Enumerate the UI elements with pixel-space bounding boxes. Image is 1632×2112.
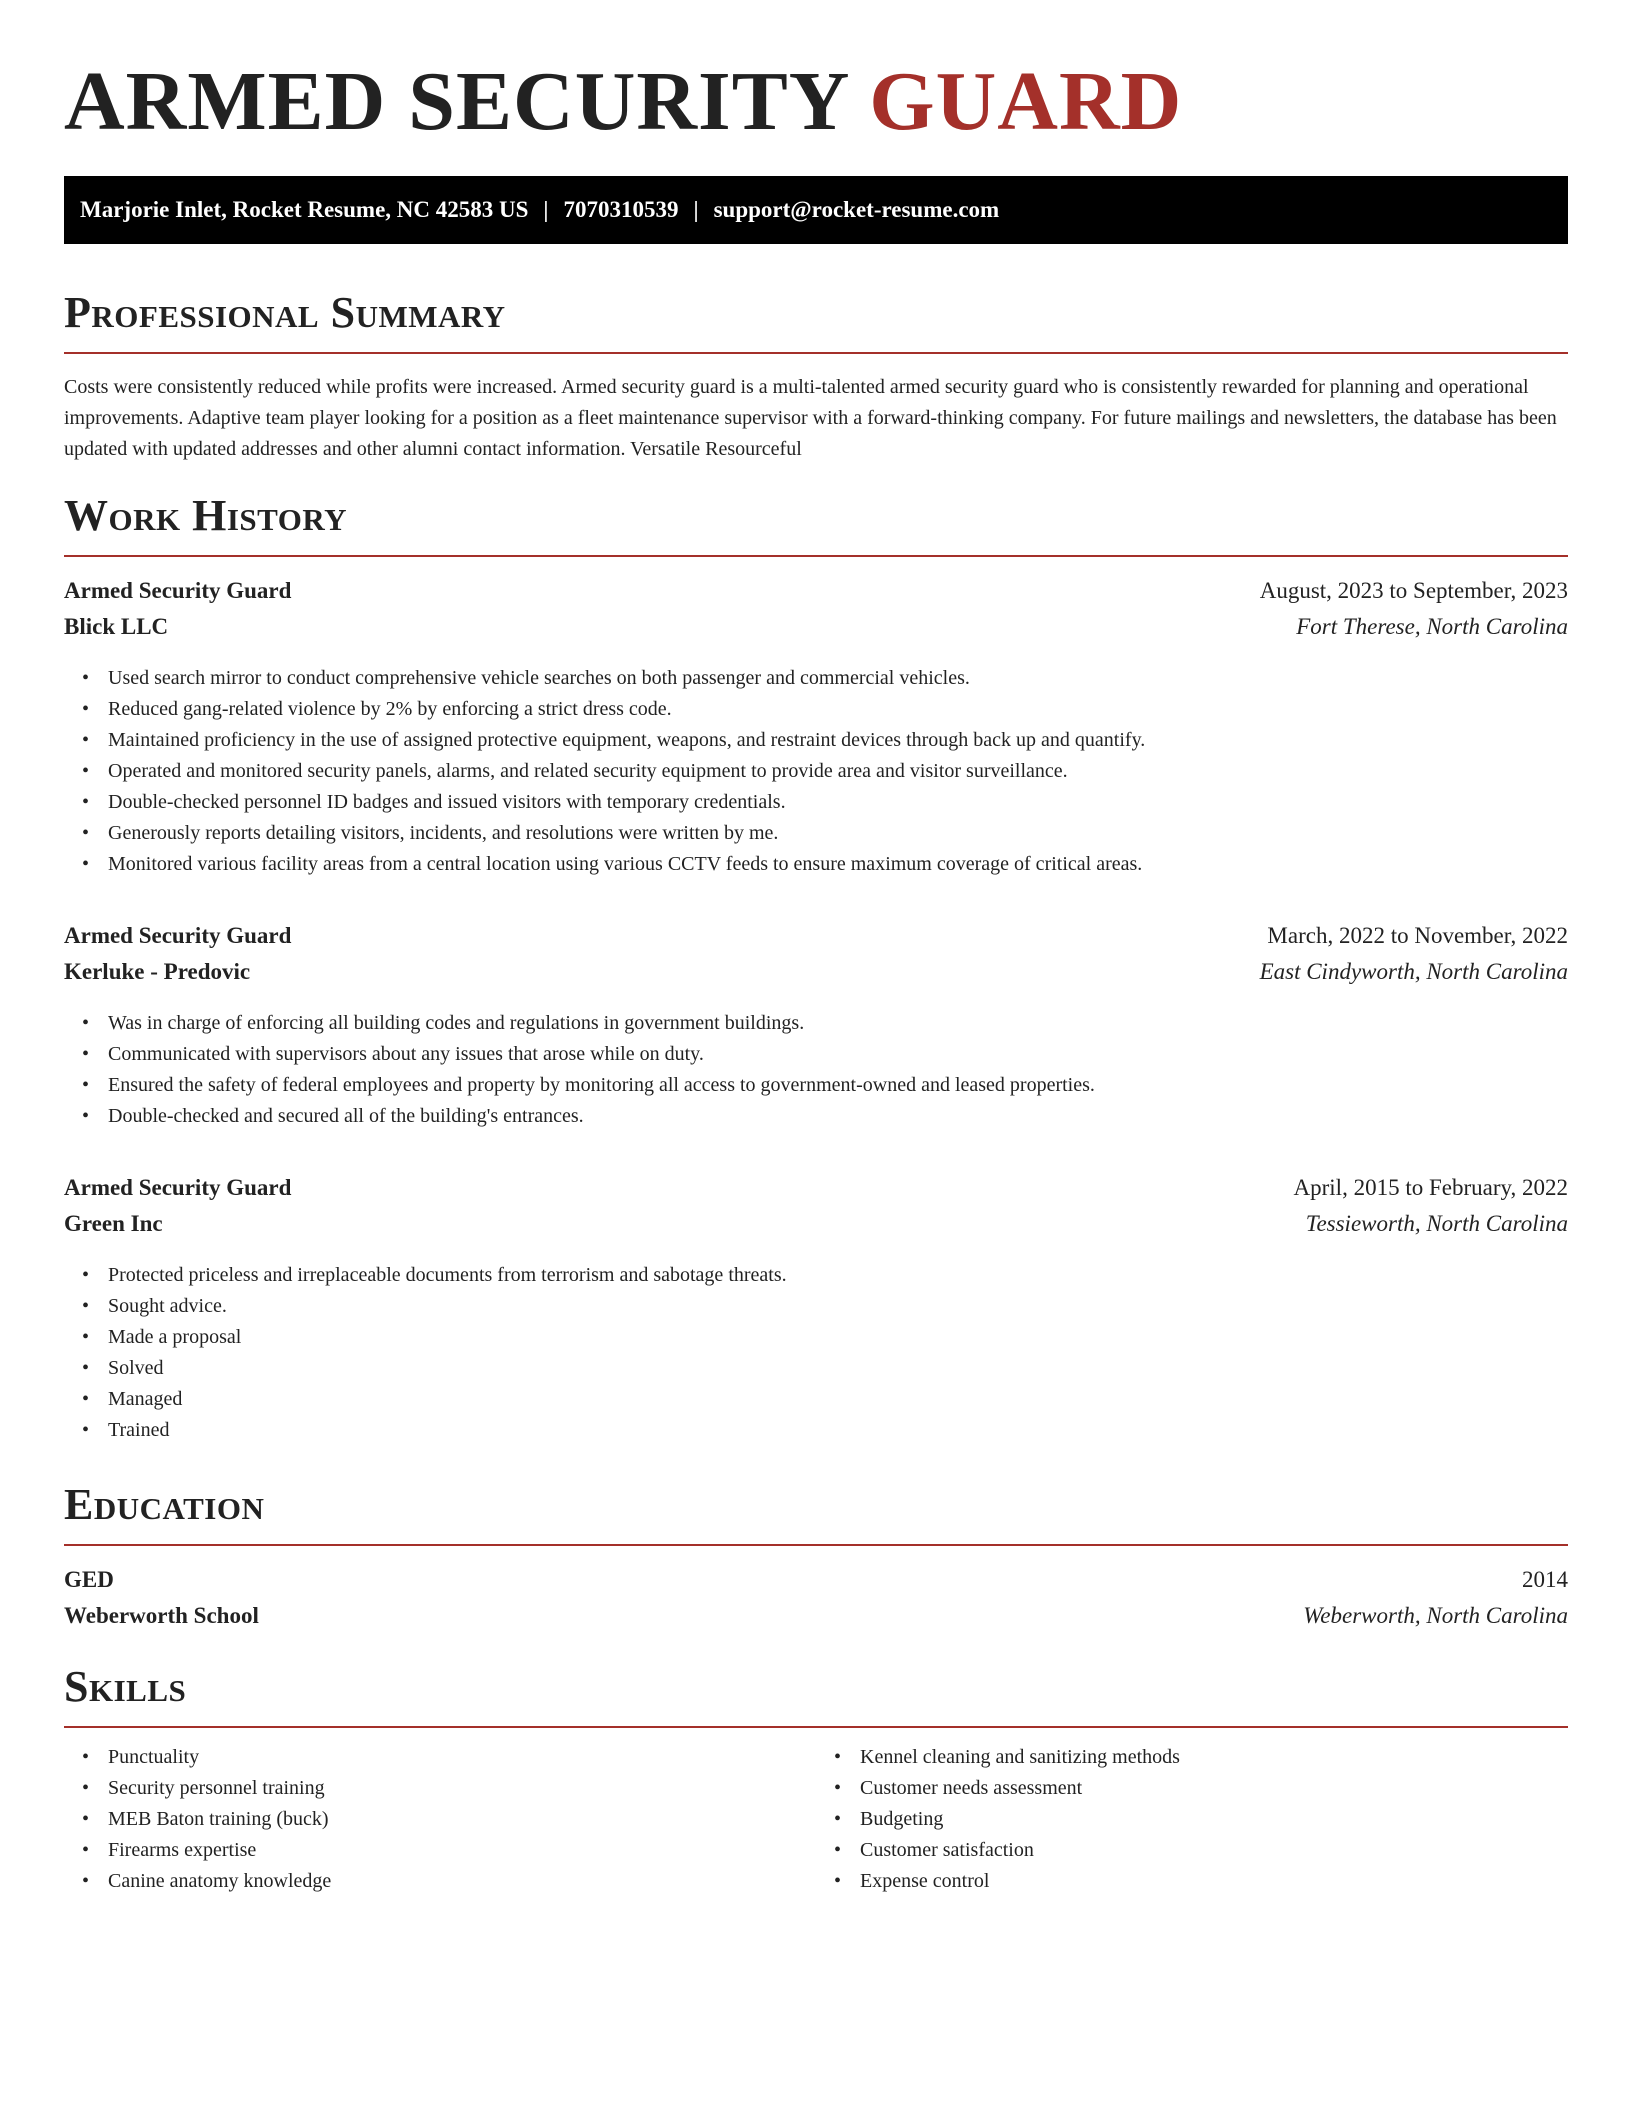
job-bullet-item: • Managed bbox=[108, 1384, 1568, 1415]
job-company: Blick LLC bbox=[64, 614, 169, 639]
education-heading: Education bbox=[64, 1480, 265, 1529]
title-main: ARMED SECURITY bbox=[64, 55, 848, 148]
job-dates: April, 2015 to February, 2022 bbox=[1293, 1175, 1568, 1200]
job-title: Armed Security Guard bbox=[64, 578, 292, 603]
job-bullets bbox=[64, 1008, 1568, 1132]
job-title: Armed Security Guard bbox=[64, 1175, 292, 1200]
job-bullets bbox=[64, 663, 1568, 880]
skill-item: • MEB Baton training (buck) bbox=[108, 1804, 816, 1835]
skills-grid bbox=[64, 1742, 1568, 1897]
education-year: 2014 bbox=[1522, 1567, 1568, 1592]
skill-item: • Firearms expertise bbox=[108, 1835, 816, 1866]
work-history-section bbox=[64, 491, 1568, 1446]
education-location: Weberworth, North Carolina bbox=[1303, 1603, 1568, 1628]
contact-bar bbox=[64, 176, 1568, 244]
section-divider bbox=[64, 555, 1568, 557]
skill-item: • Customer needs assessment bbox=[860, 1773, 1568, 1804]
contact-separator: | bbox=[693, 197, 699, 222]
education-school: Weberworth School bbox=[64, 1603, 259, 1628]
job-dates: March, 2022 to November, 2022 bbox=[1267, 923, 1568, 948]
skill-item: • Punctuality bbox=[108, 1742, 816, 1773]
job-bullet-item: • Was in charge of enforcing all building codes and regulations in government buildings. bbox=[108, 1008, 1568, 1039]
summary-heading: Professional Summary bbox=[64, 288, 506, 337]
skills-section bbox=[64, 1662, 1568, 1897]
skill-item: • Budgeting bbox=[860, 1804, 1568, 1835]
skills-heading: Skills bbox=[64, 1662, 187, 1711]
job-bullet-item: • Reduced gang-related violence by 2% by enforcing a strict dress code. bbox=[108, 694, 1568, 725]
work-history-heading: Work History bbox=[64, 491, 348, 540]
skill-item: • Customer satisfaction bbox=[860, 1835, 1568, 1866]
contact-address: Marjorie Inlet, Rocket Resume, NC 42583 US bbox=[80, 197, 529, 222]
job-title: Armed Security Guard bbox=[64, 923, 292, 948]
job-bullet-item: • Trained bbox=[108, 1415, 1568, 1446]
job-bullet-item: • Protected priceless and irreplaceable documents from terrorism and sabotage threats. bbox=[108, 1260, 1568, 1291]
job-bullet-item: • Generously reports detailing visitors, incidents, and resolutions were written by me. bbox=[108, 818, 1568, 849]
job-bullet-item: • Double-checked personnel ID badges and issued visitors with temporary credentials. bbox=[108, 787, 1568, 818]
education-entry bbox=[64, 1562, 1568, 1634]
job-company: Kerluke - Predovic bbox=[64, 959, 251, 984]
job-entry bbox=[64, 918, 1568, 1132]
jobs-list bbox=[64, 573, 1568, 1446]
education-degree: GED bbox=[64, 1567, 114, 1592]
job-bullet-item: • Sought advice. bbox=[108, 1291, 1568, 1322]
contact-phone: 7070310539 bbox=[563, 197, 679, 222]
section-divider bbox=[64, 1726, 1568, 1728]
summary-text: Costs were consistently reduced while profits were increased. Armed security guard is a multi-talented armed security guard who is consistently rewarded for planning and operational improvements. Adaptive team player looking for a position as a fleet maintenance supervisor with a forward-thinking company. For future mailings and newsletters, the database has been updated with updated addresses and other alumni contact information. Versatile Resourceful bbox=[64, 376, 1557, 460]
skills-right-column bbox=[816, 1742, 1568, 1897]
job-bullets bbox=[64, 1260, 1568, 1446]
job-bullet-item: • Used search mirror to conduct comprehensive vehicle searches on both passenger and commercial vehicles. bbox=[108, 663, 1568, 694]
title-accent: GUARD bbox=[869, 55, 1183, 148]
skill-item: • Security personnel training bbox=[108, 1773, 816, 1804]
contact-separator: | bbox=[543, 197, 549, 222]
job-bullet-item: • Solved bbox=[108, 1353, 1568, 1384]
resume-title bbox=[64, 54, 1568, 158]
job-bullet-item: • Operated and monitored security panels, alarms, and related security equipment to provide area and visitor surveillance. bbox=[108, 756, 1568, 787]
job-entry bbox=[64, 1170, 1568, 1446]
job-company: Green Inc bbox=[64, 1211, 163, 1236]
job-bullet-item: • Ensured the safety of federal employees and property by monitoring all access to government-owned and leased properties. bbox=[108, 1070, 1568, 1101]
skill-item: • Canine anatomy knowledge bbox=[108, 1866, 816, 1897]
job-dates: August, 2023 to September, 2023 bbox=[1259, 578, 1568, 603]
job-location: East Cindyworth, North Carolina bbox=[1259, 959, 1568, 984]
skill-item: • Kennel cleaning and sanitizing methods bbox=[860, 1742, 1568, 1773]
job-bullet-item: • Maintained proficiency in the use of assigned protective equipment, weapons, and restraint devices through back up and quantify. bbox=[108, 725, 1568, 756]
job-location: Tessieworth, North Carolina bbox=[1305, 1211, 1568, 1236]
job-bullet-item: • Double-checked and secured all of the building's entrances. bbox=[108, 1101, 1568, 1132]
section-divider bbox=[64, 1544, 1568, 1546]
summary-section bbox=[64, 288, 1568, 465]
section-divider bbox=[64, 352, 1568, 354]
job-bullet-item: • Communicated with supervisors about any issues that arose while on duty. bbox=[108, 1039, 1568, 1070]
job-bullet-item: • Monitored various facility areas from a central location using various CCTV feeds to ensure maximum coverage of critical areas. bbox=[108, 849, 1568, 880]
skill-item: • Expense control bbox=[860, 1866, 1568, 1897]
job-location: Fort Therese, North Carolina bbox=[1296, 614, 1568, 639]
job-bullet-item: • Made a proposal bbox=[108, 1322, 1568, 1353]
education-section bbox=[64, 1480, 1568, 1634]
skills-left-column bbox=[64, 1742, 816, 1897]
job-entry bbox=[64, 573, 1568, 880]
contact-email[interactable]: support@rocket-resume.com bbox=[713, 197, 1000, 222]
